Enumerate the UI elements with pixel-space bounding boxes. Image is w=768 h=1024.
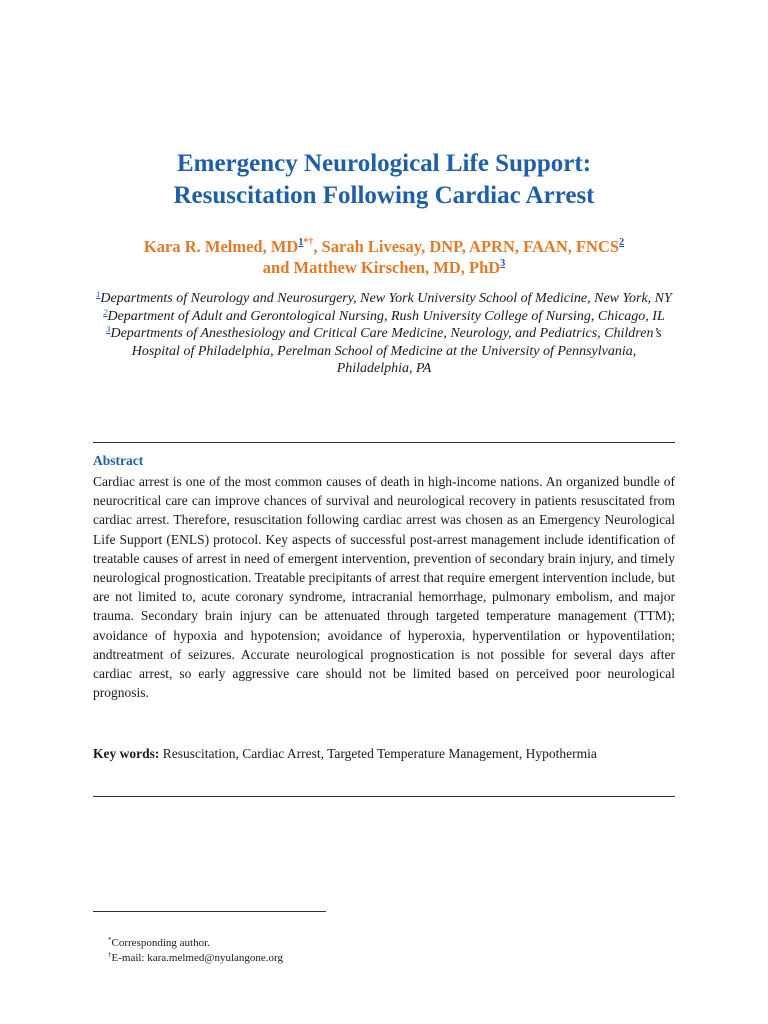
affiliation-1-text: Departments of Neurology and Neurosurgery, New York University School of Medicine, New York, NY — [100, 291, 672, 306]
author-livesay: , Sarah Livesay, DNP, APRN, FAAN, FNCS — [313, 237, 620, 256]
author-line-2 — [60, 257, 708, 278]
keywords-label: Key words: — [93, 746, 160, 761]
footnotes — [108, 936, 283, 966]
abstract-body: Cardiac arrest is one of the most common causes of death in high-income nations. An organized bundle of neurocritical care can improve chances of survival and neurological recovery in patients resuscitated from cardiac arrest. Therefore, resuscitation following cardiac arrest was chosen as an Emergency Neurological Life Support (ENLS) protocol. Key aspects of successful post-arrest management include identification of treatable causes of arrest in need of emergent intervention, prevention of secondary brain injury, and timely neurological prognostication. Treatable precipitants of arrest that require emergent intervention include, but are not limited to, acute coronary syndrome, intracranial hemorrhage, pulmonary embolism, and major trauma. Secondary brain injury can be attenuated through targeted temperature management (TTM); avoidance of hypoxia and hypotension; avoidance of hyperoxia, hyperventilation or hypoventilation; andtreatment of seizures. Accurate neurological prognostication is not possible for several days after cardiac arrest, so early aggressive care should not be limited based on perceived poor neurological prognosis. — [93, 474, 675, 701]
footnote-email-text[interactable]: E-mail: kara.melmed@nyulangone.org — [111, 952, 284, 964]
author-melmed-affil-link[interactable]: 1 — [298, 237, 304, 248]
author-livesay-affil-link[interactable]: 2 — [619, 237, 625, 248]
footnote-corresponding — [108, 936, 283, 951]
divider-bottom — [93, 796, 675, 797]
author-melmed: Kara R. Melmed, MD — [143, 237, 299, 256]
affiliation-2 — [93, 308, 675, 326]
affiliation-2-ref[interactable]: 2 — [103, 306, 108, 317]
author-kirschen-affil-link[interactable]: 3 — [500, 258, 506, 269]
affiliation-3-text: Departments of Anesthesiology and Critical Care Medicine, Neurology, and Pediatrics, Children’s Hospital of Philadelphia, Perelman School of Medicine at the University of Pennsylvania, Philadelphia, PA — [110, 326, 662, 376]
divider-top — [93, 442, 675, 443]
footnote-corresponding-text: Corresponding author. — [111, 937, 210, 949]
author-melmed-marks: *† — [303, 237, 314, 248]
paper-title — [60, 148, 708, 212]
author-list — [60, 236, 708, 278]
affiliation-1 — [93, 290, 675, 308]
footnote-email-mark: † — [108, 951, 112, 959]
footnote-rule — [93, 911, 326, 912]
keywords — [93, 744, 675, 763]
title-line-2: Resuscitation Following Cardiac Arrest — [173, 182, 595, 209]
affiliation-3-ref[interactable]: 3 — [106, 324, 111, 334]
affiliation-1-ref[interactable]: 1 — [96, 289, 101, 299]
author-line-1 — [60, 236, 708, 257]
footnote-email — [108, 951, 283, 966]
author-kirschen: and Matthew Kirschen, MD, PhD — [262, 258, 501, 277]
title-line-1: Emergency Neurological Life Support: — [176, 150, 592, 177]
affiliation-list — [93, 290, 675, 378]
affiliation-2-text: Department of Adult and Gerontological Nursing, Rush University College of Nursing, Chicago, IL — [107, 308, 665, 324]
affiliation-3 — [93, 325, 675, 378]
keywords-text: Resuscitation, Cardiac Arrest, Targeted Temperature Management, Hypothermia — [162, 746, 597, 761]
abstract-heading: Abstract — [93, 453, 144, 468]
footnote-corresponding-mark: * — [108, 936, 112, 944]
